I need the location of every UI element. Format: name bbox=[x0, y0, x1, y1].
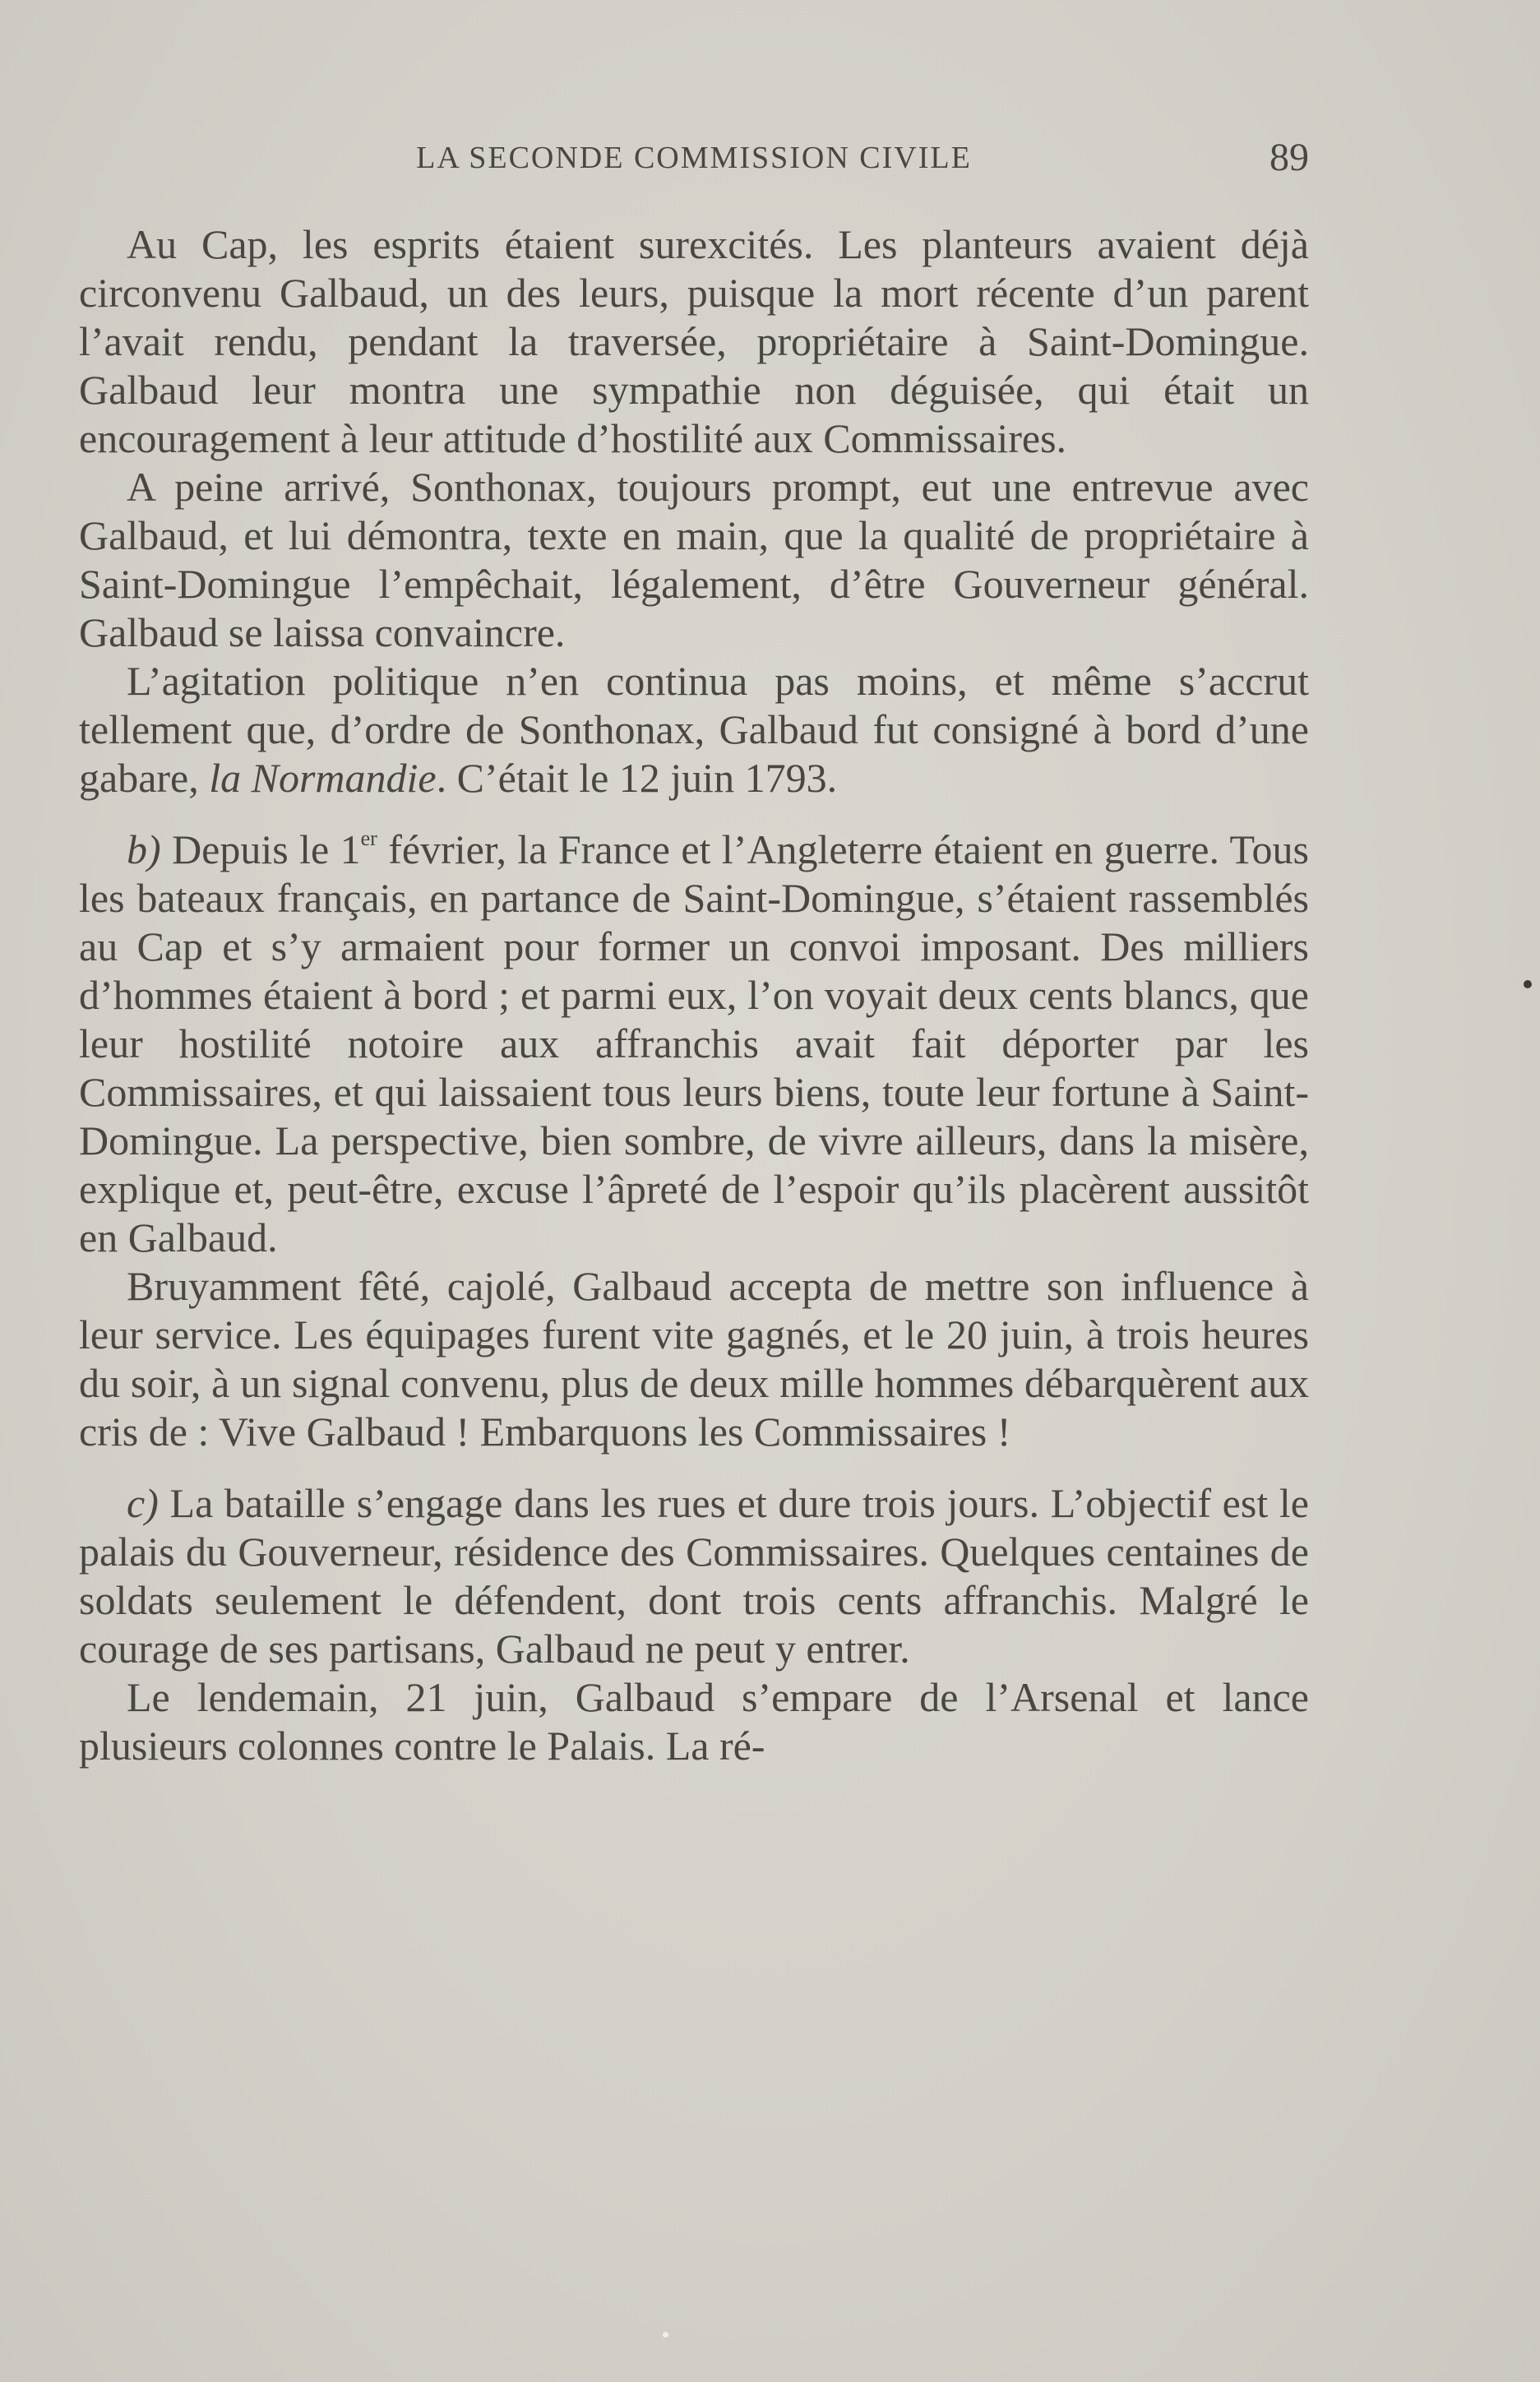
paragraph-2: A peine arrivé, Sonthonax, toujours prompt, eut une entrevue avec Galbaud, et lui démontra, texte en main, que la qualité de propriétaire à Saint-Domingue l’empêchait, légalement, d’être Gouverneur général. Galbaud se laissa convaincre. bbox=[79, 464, 1309, 655]
section-b-paragraph bbox=[79, 826, 1309, 1262]
ordinal-superscript: er bbox=[360, 826, 377, 850]
paragraph-3-end: . C’était le 12 juin 1793. bbox=[436, 755, 838, 801]
paragraph-7: Le lendemain, 21 juin, Galbaud s’empare de l’Arsenal et lance plusieurs colonnes contre le Palais. La ré- bbox=[79, 1674, 1309, 1769]
chapter-title: LA SECONDE COMMISSION CIVILE bbox=[416, 141, 972, 175]
ink-speck bbox=[1524, 980, 1532, 988]
section-marker-c: c) bbox=[127, 1480, 159, 1526]
paragraph-1: Au Cap, les esprits étaient surexcités. Les planteurs avaient déjà circonvenu Galbaud, un des leurs, puisque la mort récente d’un parent l’avait rendu, pendant la traversée, propriétaire à Saint-Domingue. Galbaud leur montra une sympathie non déguisée, qui était un encouragement à leur attitude d’hostilité aux Commissaires. bbox=[79, 221, 1309, 461]
paragraph-3-text: L’agitation politique n’en continua pas moins, et même s’accrut tellement que, d’ordre de Sonthonax, Galbaud fut consigné à bord d’une gabare, bbox=[79, 658, 1309, 801]
paragraph-3 bbox=[79, 657, 1309, 802]
ship-name: la Normandie bbox=[209, 755, 437, 801]
section-c-text: La bataille s’engage dans les rues et dure trois jours. L’objectif est le palais du Gouverneur, résidence des Commissaires. Quelques centaines de soldats seulement le défendent, dont trois cents affranchis. Malgré le courage de ses partisans, Galbaud ne peut y entrer. bbox=[79, 1480, 1309, 1672]
paragraph-5: Bruyamment fêté, cajolé, Galbaud accepta de mettre son influence à leur service. Les équipages furent vite gagnés, et le 20 juin, à trois heures du soir, à un signal convenu, plus de deux mille hommes débarquèrent aux cris de : Vive Galbaud ! Embarquons les Commissaires ! bbox=[79, 1263, 1309, 1455]
page-number: 89 bbox=[1269, 136, 1309, 179]
section-marker-b: b) bbox=[127, 826, 161, 872]
section-c-paragraph bbox=[79, 1479, 1309, 1673]
paper-speck bbox=[663, 2332, 668, 2338]
section-b-text-start: Depuis le 1 bbox=[160, 826, 361, 872]
running-header bbox=[79, 132, 1309, 184]
body-text bbox=[79, 220, 1309, 1770]
section-b-text: février, la France et l’Angleterre étaient en guerre. Tous les bateaux français, en partance de Saint-Domingue, s’étaient rassemblés au Cap et s’y armaient pour former un convoi imposant. Des milliers d’hommes étaient à bord ; et parmi eux, l’on voyait deux cents blancs, que leur hostilité notoire aux affranchis avait fait déporter par les Commissaires, et qui laissaient tous leurs biens, toute leur fortune à Saint-Domingue. La perspective, bien sombre, de vivre ailleurs, dans la misère, explique et, peut-être, excuse l’âpreté de l’espoir qu’ils placèrent aussitôt en Galbaud. bbox=[79, 826, 1309, 1260]
